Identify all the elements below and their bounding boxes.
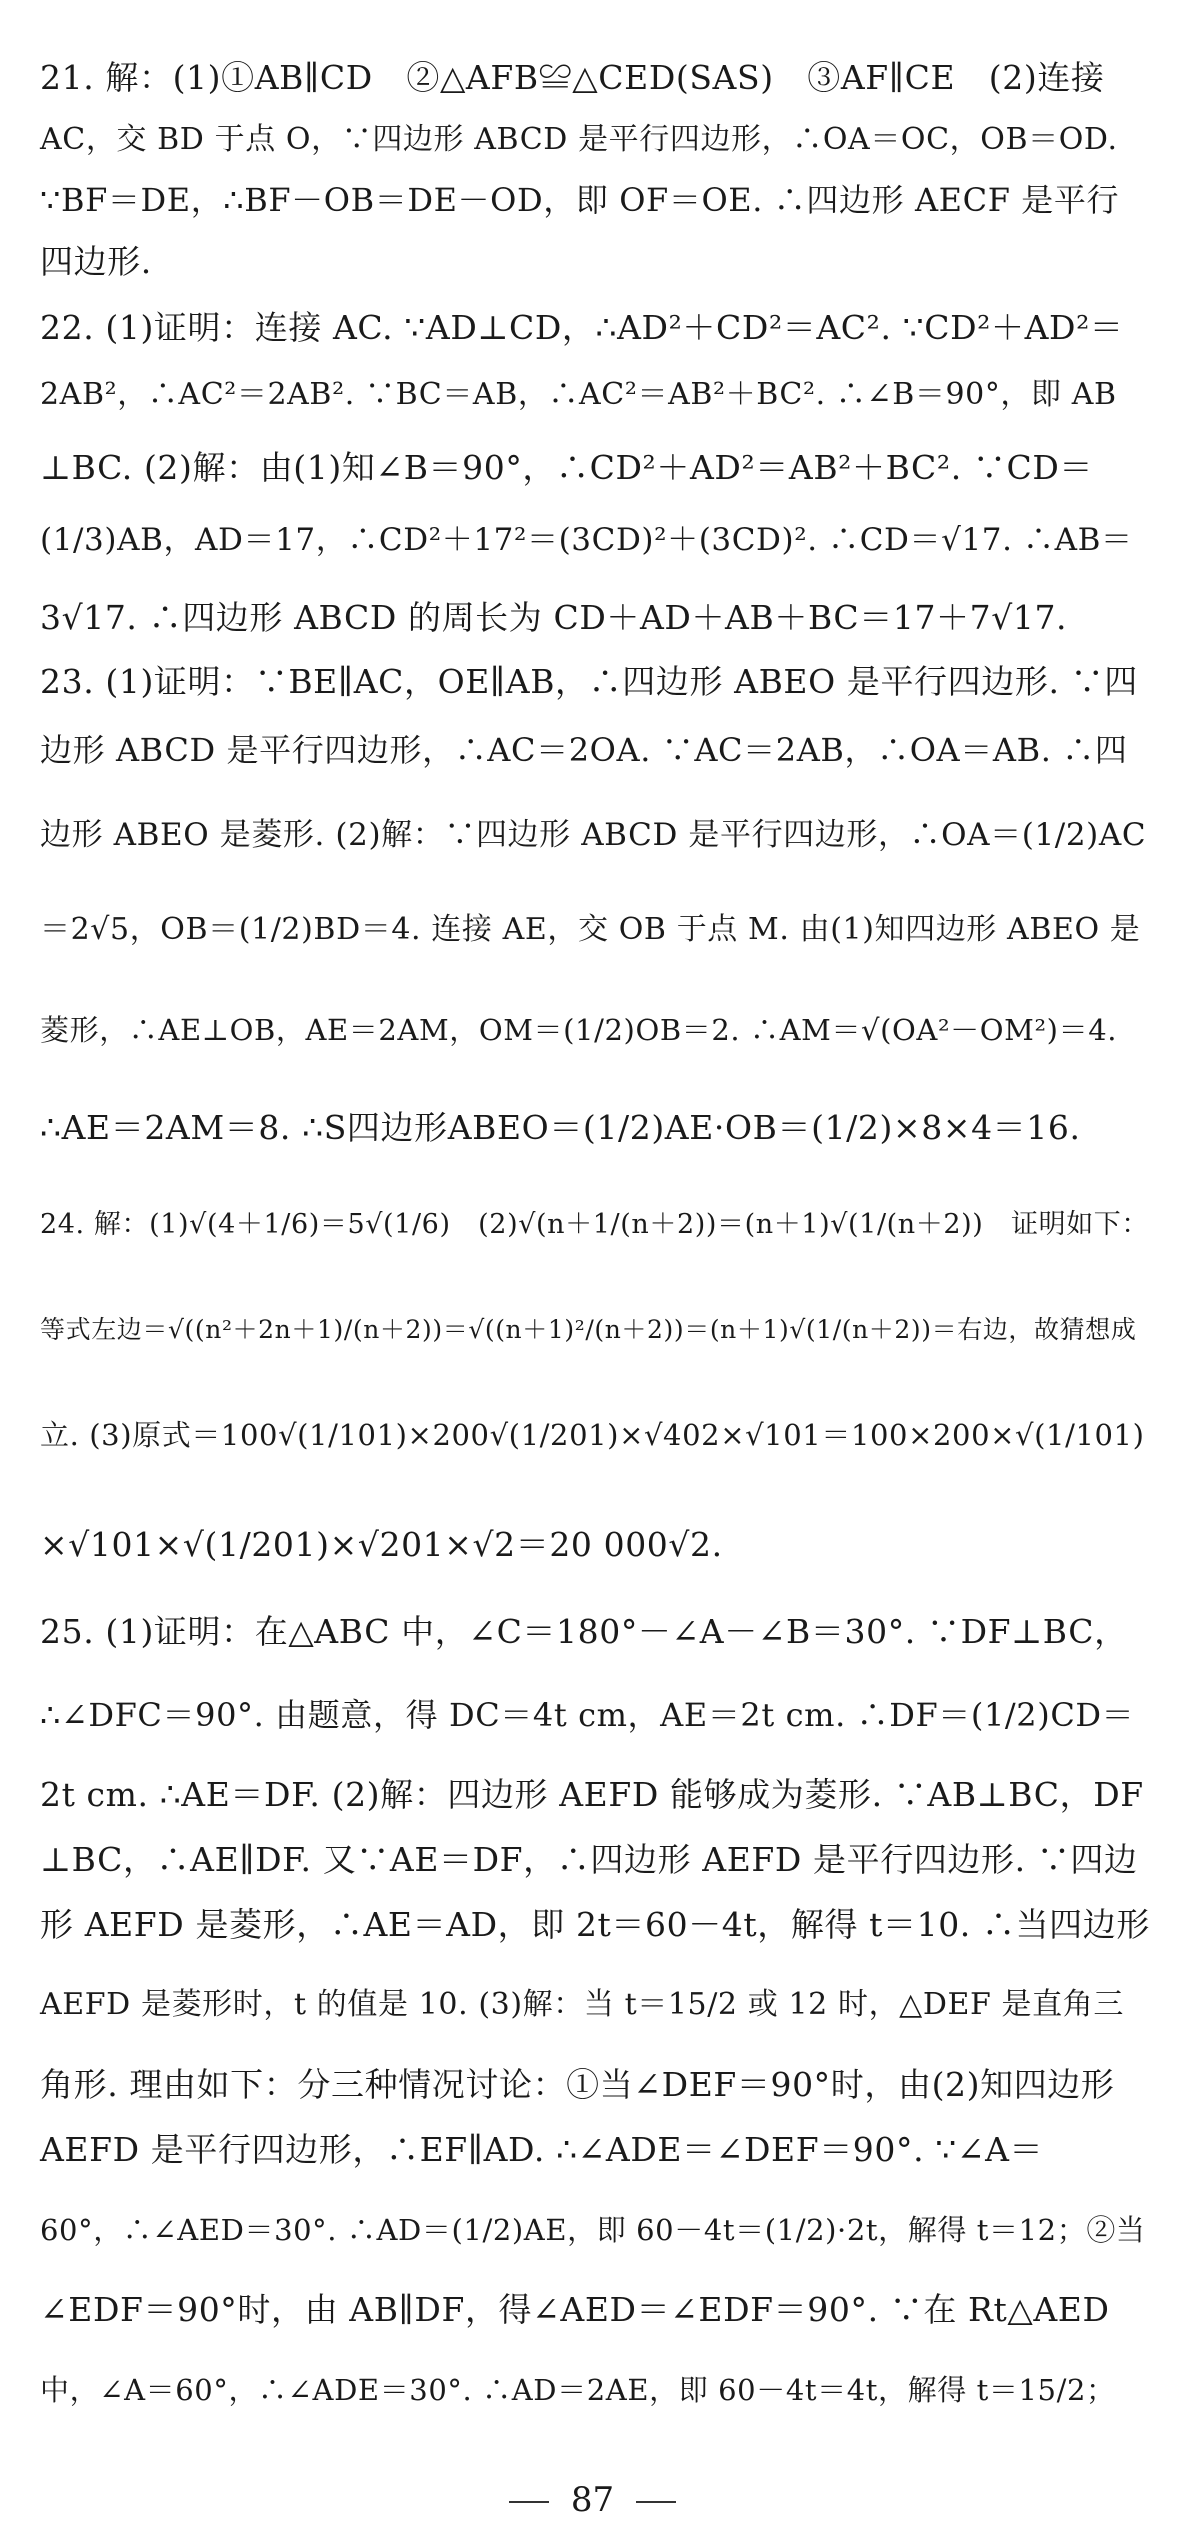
text-line: 2AB²，∴AC²＝2AB². ∵BC＝AB，∴AC²＝AB²＋BC². ∴∠B＝90°，即 AB — [40, 377, 1117, 412]
text-line: (1/3)AB，AD＝17，∴CD²＋17²＝(3CD)²＋(3CD)². ∴CD＝√17. ∴AB＝ — [40, 522, 1133, 558]
footer-dash-right — [636, 2501, 676, 2503]
text-line: ∴∠DFC＝90°. 由题意，得 DC＝4t cm，AE＝2t cm. ∴DF＝(1/2)CD＝ — [40, 1696, 1135, 1734]
text-line: AC，交 BD 于点 O，∵四边形 ABCD 是平行四边形，∴OA＝OC，OB＝OD. — [40, 122, 1118, 157]
text-line: AEFD 是平行四边形，∴EF∥AD. ∴∠ADE＝∠DEF＝90°. ∵∠A＝ — [40, 2130, 1044, 2169]
text-line: 23. (1)证明：∵BE∥AC，OE∥AB，∴四边形 ABEO 是平行四边形. ∵四 — [40, 662, 1138, 701]
text-line: 21. 解：(1)①AB∥CD ②△AFB≌△CED(SAS) ③AF∥CE (2)连接 — [40, 58, 1105, 97]
text-line: 22. (1)证明：连接 AC. ∵AD⊥CD，∴AD²＋CD²＝AC². ∵CD²＋AD²＝ — [40, 308, 1124, 347]
text-line: 形 AEFD 是菱形，∴AE＝AD，即 2t＝60－4t，解得 t＝10. ∴当四边形 — [40, 1905, 1150, 1944]
text-line: ∵BF＝DE，∴BF－OB＝DE－OD，即 OF＝OE. ∴四边形 AECF 是平行 — [40, 181, 1120, 219]
footer-dash-left — [509, 2501, 549, 2503]
text-line: 2t cm. ∴AE＝DF. (2)解：四边形 AEFD 能够成为菱形. ∵AB⊥BC，DF — [40, 1775, 1144, 1814]
text-line: 24. 解：(1)√(4＋1/6)＝5√(1/6) (2)√(n＋1/(n＋2))＝(n＋1)√(1/(n＋2)) 证明如下： — [40, 1209, 1150, 1240]
text-line: 等式左边＝√((n²＋2n＋1)/(n＋2))＝√((n＋1)²/(n＋2))＝(n＋1)√(1/(n＋2))＝右边，故猜想成 — [40, 1315, 1137, 1344]
text-line: 四边形. — [40, 242, 152, 281]
text-line: 60°，∴∠AED＝30°. ∴AD＝(1/2)AE，即 60－4t＝(1/2)·2t，解得 t＝12；②当 — [40, 2213, 1146, 2247]
text-line: 中，∠A＝60°，∴∠ADE＝30°. ∴AD＝2AE，即 60－4t＝4t，解得 t＝15/2； — [40, 2373, 1116, 2407]
text-line: ＝2√5，OB＝(1/2)BD＝4. 连接 AE，交 OB 于点 M. 由(1)知四边形 ABEO 是 — [40, 912, 1141, 947]
text-line: 3√17. ∴四边形 ABCD 的周长为 CD＋AD＋AB＋BC＝17＋7√17. — [40, 598, 1068, 637]
text-line: 角形. 理由如下：分三种情况讨论：①当∠DEF＝90°时，由(2)知四边形 — [40, 2065, 1115, 2104]
text-line: 边形 ABCD 是平行四边形，∴AC＝2OA. ∵AC＝2AB，∴OA＝AB. ∴四 — [40, 731, 1128, 769]
text-line: 菱形，∴AE⊥OB，AE＝2AM，OM＝(1/2)OB＝2. ∴AM＝√(OA²－OM²)＝4. — [40, 1013, 1118, 1047]
text-line: ×√101×√(1/201)×√201×√2＝20 000√2. — [40, 1525, 723, 1564]
page-footer — [0, 2480, 1185, 2520]
page-number: 87 — [570, 2480, 615, 2520]
text-line: AEFD 是菱形时，t 的值是 10. (3)解：当 t＝15/2 或 12 时，△DEF 是直角三 — [40, 1987, 1124, 2022]
text-line: ⊥BC. (2)解：由(1)知∠B＝90°，∴CD²＋AD²＝AB²＋BC². ∵CD＝ — [40, 448, 1094, 487]
text-line: ⊥BC，∴AE∥DF. 又∵AE＝DF，∴四边形 AEFD 是平行四边形. ∵四边 — [40, 1840, 1138, 1879]
text-line: ∠EDF＝90°时，由 AB∥DF，得∠AED＝∠EDF＝90°. ∵在 Rt△AED — [40, 2290, 1110, 2329]
text-line: ∴AE＝2AM＝8. ∴S四边形ABEO＝(1/2)AE·OB＝(1/2)×8×4＝16. — [40, 1108, 1081, 1147]
text-line: 立. (3)原式＝100√(1/101)×200√(1/201)×√402×√101＝100×200×√(1/101) — [40, 1418, 1145, 1452]
text-line: 边形 ABEO 是菱形. (2)解：∵四边形 ABCD 是平行四边形，∴OA＝(1/2)AC — [40, 817, 1147, 853]
text-line: 25. (1)证明：在△ABC 中，∠C＝180°－∠A－∠B＝30°. ∵DF⊥BC， — [40, 1612, 1128, 1651]
